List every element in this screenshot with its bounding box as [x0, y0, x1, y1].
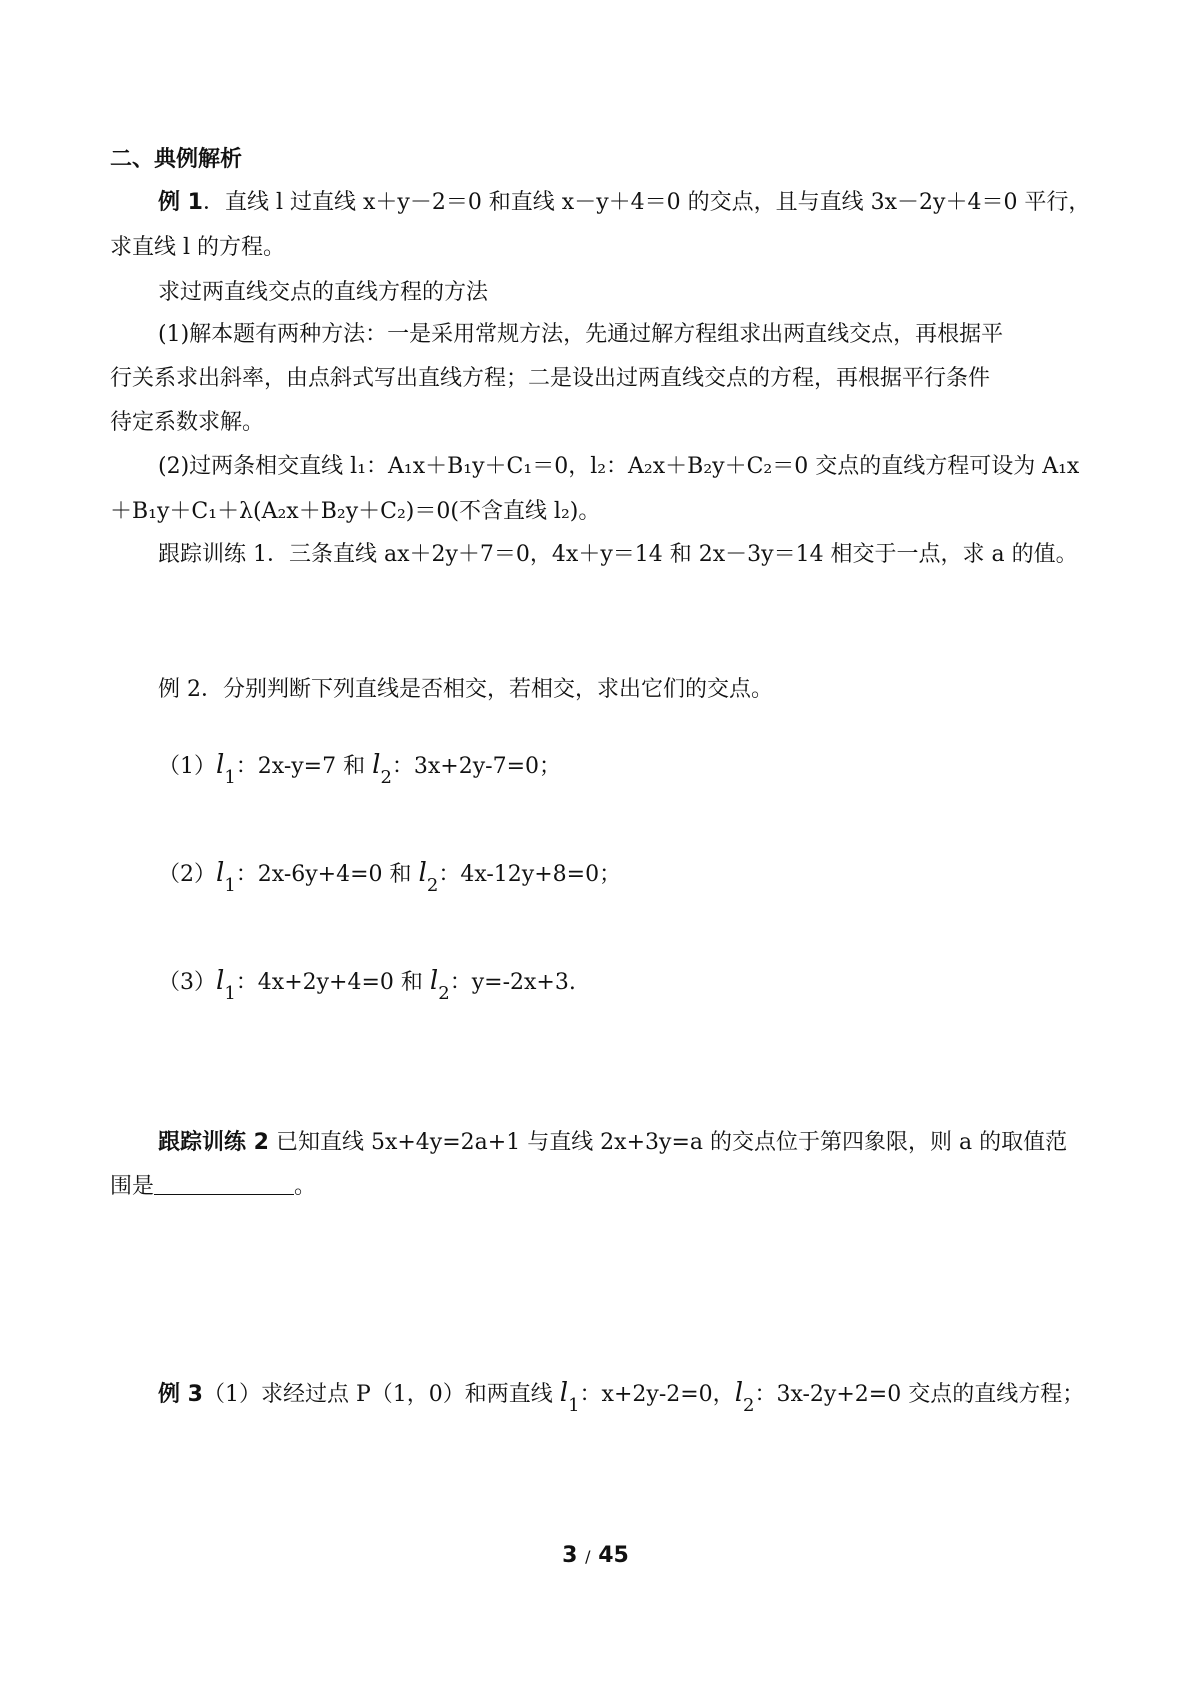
training-2-line-2 [110, 1172, 316, 1202]
example-1-text-1: ．直线 l 过直线 x＋y－2＝0 和直线 x－y＋4＝0 的交点，且与直线 3x－2y＋4＝0 平行， [202, 190, 1091, 215]
line-l1-symbol: $l_1$ [216, 750, 236, 788]
example-2-item-1: $(1)l_1$：2x-y=7 和 $l_2$：3x+2y-7=0； [158, 750, 562, 788]
method-2-line-1: (2)过两条相交直线 l₁：A₁x＋B₁y＋C₁＝0，l₂：A₂x＋B₂y＋C₂＝0 交点的直线方程可设为 A₁x [158, 454, 1080, 479]
line-l1-symbol: $l_1$ [216, 858, 236, 896]
connector: 和 [393, 970, 430, 995]
method-title: 求过两直线交点的直线方程的方法 [158, 280, 489, 305]
line-l1-equation: 2x-6y+4=0 [257, 862, 383, 887]
method-1-line-2: 行关系求出斜率，由点斜式写出直线方程；二是设出过两直线交点的方程，再根据平行条件 [110, 366, 991, 391]
line-l1-equation: 2x-y=7 [257, 754, 337, 779]
line-l2-equation: 4x-12y+8=0； [460, 862, 622, 887]
training-2-line-1 [158, 1128, 1067, 1158]
line-l2-symbol: $l_2$ [372, 750, 392, 788]
method-1-line-3: 待定系数求解。 [110, 410, 265, 435]
line-l2-symbol: $l_2$ [734, 1378, 755, 1416]
line-l2-equation: y=-2x+3. [471, 970, 576, 995]
line-l2-symbol: $l_2$ [429, 966, 450, 1004]
current-page: 3 [562, 1543, 578, 1568]
example-2-item-2: $(2)l_1$：2x-6y+4=0 和 $l_2$：4x-12y+8=0； [158, 858, 622, 896]
example-1-label: 例 1 [158, 190, 203, 215]
method-2-line-2: ＋B₁y＋C₁＋λ(A₂x＋B₂y＋C₂)＝0(不含直线 l₂)。 [110, 499, 601, 524]
total-pages: 45 [598, 1543, 629, 1568]
item-number: （3） [158, 970, 216, 995]
connector: 和 [336, 754, 373, 779]
training-2-text-1: 已知直线 5x+4y=2a+1 与直线 2x+3y=a 的交点位于第四象限，则 a 的取值范 [268, 1130, 1068, 1155]
example-2-title: 例 2．分别判断下列直线是否相交，若相交，求出它们的交点。 [158, 677, 773, 702]
training-2-label: 跟踪训练 2 [158, 1130, 269, 1155]
example-3: 例 3（1）求经过点 P（1，0）和两直线 $l_1$：x+2y-2=0，$l_2$：3x-2y+2=0 交点的直线方程； [158, 1378, 1085, 1416]
answer-blank [154, 1174, 294, 1195]
example-3-text: （1）求经过点 P（1，0）和两直线 [202, 1382, 560, 1407]
example-3-label: 例 3 [158, 1382, 203, 1407]
section-title: 二、典例解析 [110, 147, 243, 172]
item-number: （1） [158, 754, 216, 779]
line-l2-equation: 3x-2y+2=0 交点的直线方程； [776, 1382, 1085, 1407]
line-l2-symbol: $l_2$ [418, 858, 439, 896]
training-2-text-2: 围是 [110, 1174, 155, 1199]
method-1-line-1: (1)解本题有两种方法：一是采用常规方法，先通过解方程组求出两直线交点，再根据平 [158, 322, 1004, 347]
line-l1-equation: 4x+2y+4=0 [257, 970, 394, 995]
page-number [0, 1543, 1191, 1568]
training-1: 跟踪训练 1．三条直线 ax＋2y＋7＝0，4x＋y＝14 和 2x－3y＝14 相交于一点，求 a 的值。 [158, 542, 1078, 567]
example-1-line-2: 求直线 l 的方程。 [110, 235, 286, 260]
connector: 和 [382, 862, 419, 887]
item-number: （2） [158, 862, 216, 887]
line-l1-equation: x+2y-2=0， [601, 1382, 735, 1407]
training-2-period: 。 [294, 1174, 317, 1199]
page-separator: / [585, 1547, 591, 1566]
line-l2-equation: 3x+2y-7=0； [413, 754, 562, 779]
line-l1-symbol: $l_1$ [559, 1378, 580, 1416]
example-1-line-1 [158, 188, 1090, 218]
example-2-item-3: $(3)l_1$：4x+2y+4=0 和 $l_2$：y=-2x+3. [158, 966, 576, 1004]
line-l1-symbol: $l_1$ [216, 966, 236, 1004]
